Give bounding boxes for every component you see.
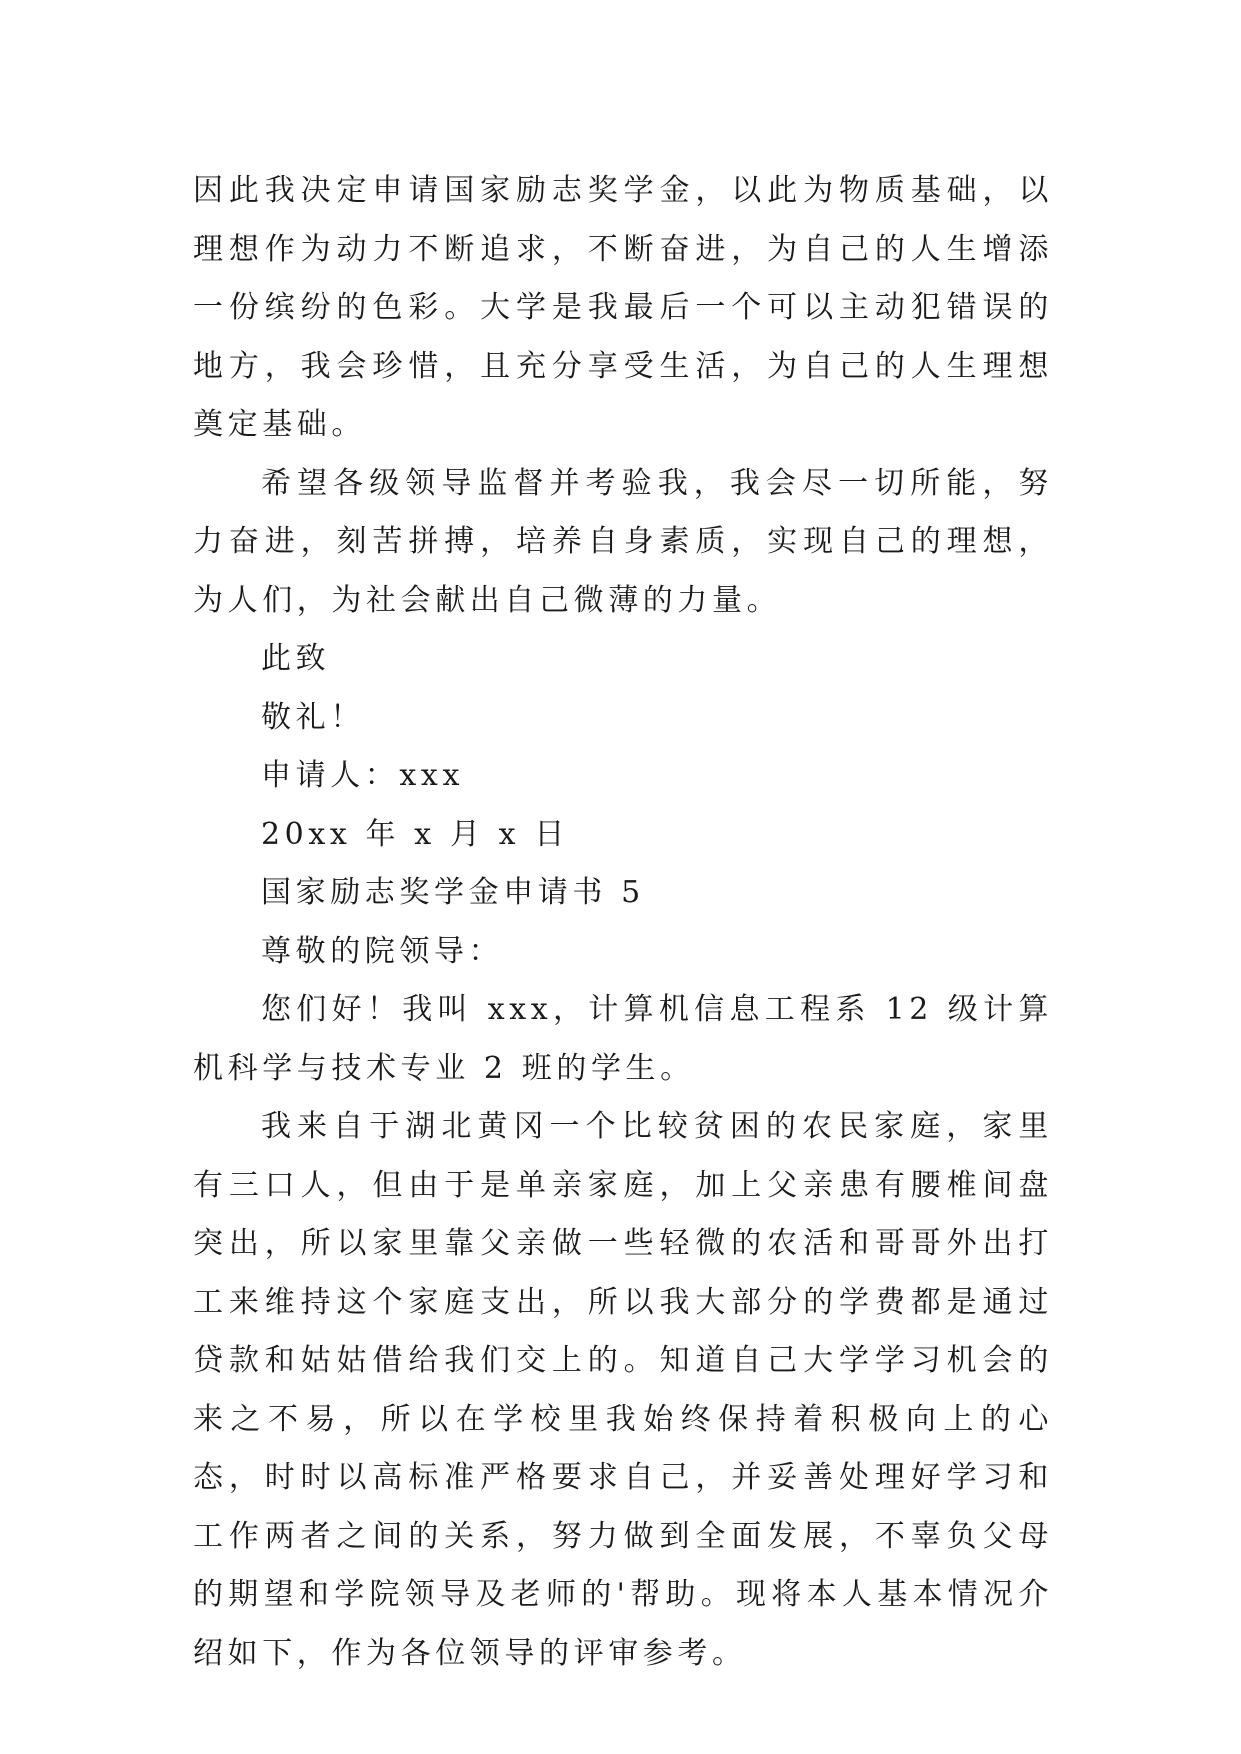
salutation: 尊敬的院领导： <box>261 933 504 969</box>
paragraph-intro: 您们好！我叫 xxx，计算机信息工程系 12 级计算机科学与技术专业 2 班的学生。 <box>193 992 1053 1086</box>
applicant-line: 申请人：xxx <box>261 758 464 793</box>
paragraph-hope: 希望各级领导监督并考验我，我会尽一切所能，努力奋进，刻苦拼搏，培养自身素质，实现自己的理想，为人们，为社会献出自己微薄的力量。 <box>193 465 1053 618</box>
date-line: 20xx 年 x 月 x 日 <box>261 816 569 852</box>
paragraph-decision: 因此我决定申请国家励志奖学金，以此为物质基础，以理想作为动力不断追求，不断奋进，为自己的人生增添一份缤纷的色彩。大学是我最后一个可以主动犯错误的地方，我会珍惜，且充分享受生活，为自己的人生理想奠定基础。 <box>193 173 1053 442</box>
section-title: 国家励志奖学金申请书 5 <box>261 875 645 910</box>
document-body <box>193 162 1053 1683</box>
closing-cizhi: 此致 <box>261 641 331 676</box>
closing-jingli: 敬礼！ <box>261 699 365 735</box>
paragraph-background: 我来自于湖北黄冈一个比较贫困的农民家庭，家里有三口人，但由于是单亲家庭，加上父亲患有腰椎间盘突出，所以家里靠父亲做一些轻微的农活和哥哥外出打工来维持这个家庭支出，所以我大部分的学费都是通过贷款和姑姑借给我们交上的。知道自己大学学习机会的来之不易，所以在学校里我始终保持着积极向上的心态，时时以高标准严格要求自己，并妥善处理好学习和工作两者之间的关系，努力做到全面发展，不辜负父母的期望和学院领导及老师的'帮助。现将本人基本情况介绍如下，作为各位领导的评审参考。 <box>193 1109 1053 1671</box>
